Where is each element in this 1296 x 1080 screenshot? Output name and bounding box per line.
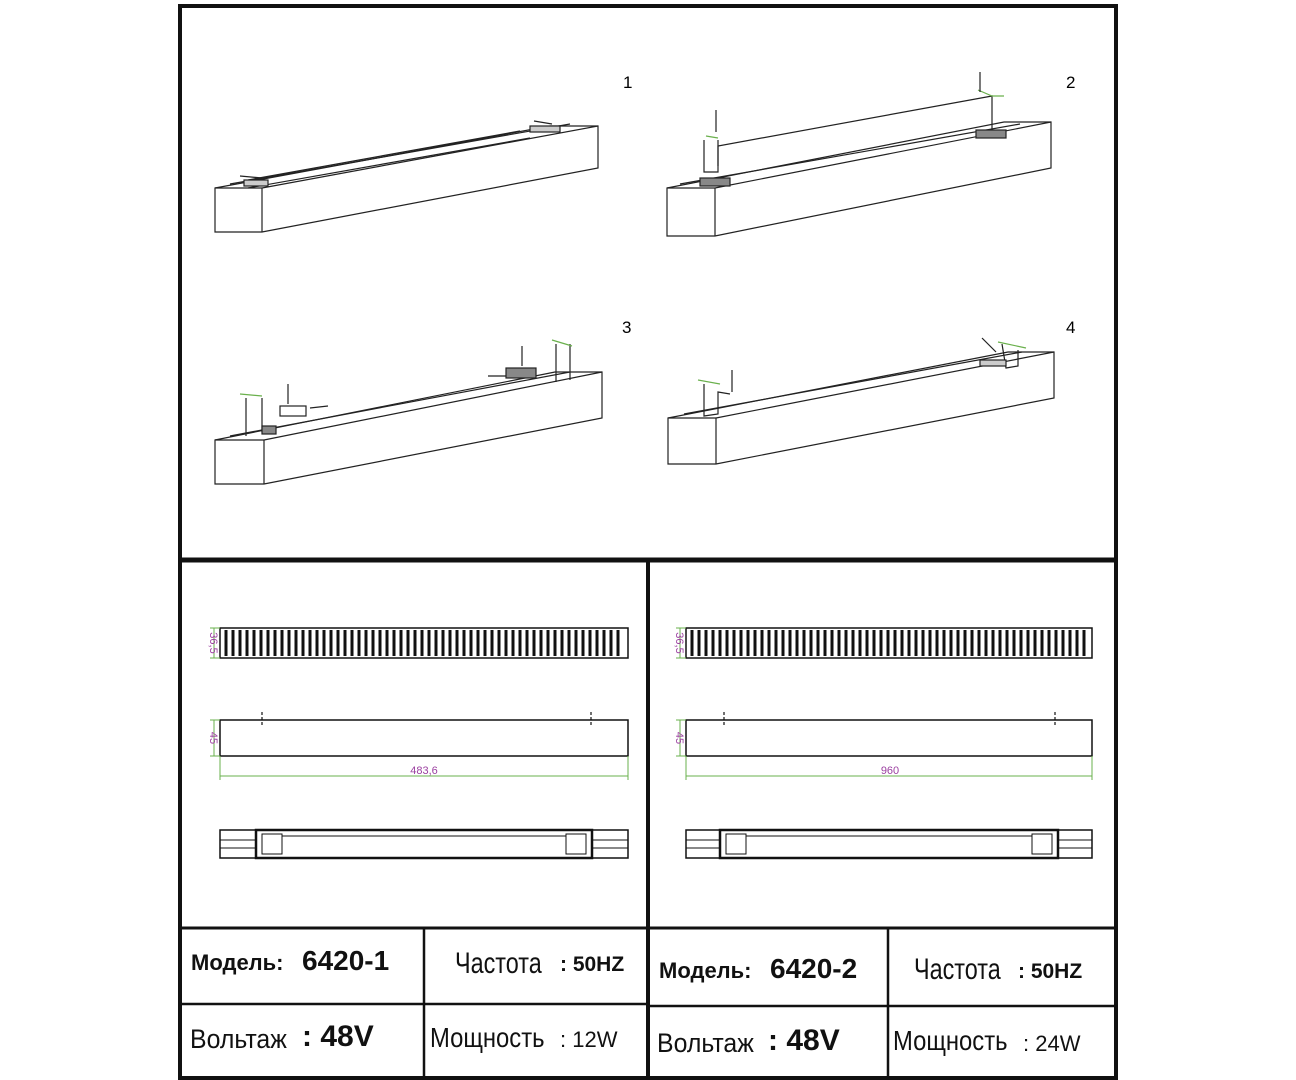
model-2-drawings (673, 628, 1092, 858)
step-number-3: 3 (622, 318, 632, 337)
model-1-voltage-label: Вольтаж (190, 1024, 287, 1054)
step-number-1: 1 (623, 73, 633, 92)
model-2-height-dimension: 36,5 (673, 632, 685, 654)
model-1-frequency-label: Частота (455, 947, 542, 980)
model-1-model-value: 6420-1 (302, 945, 390, 976)
model-2-voltage-value: : 48V (768, 1024, 840, 1057)
model-1-frequency-value: : 50HZ (560, 953, 625, 976)
model-1-power-value: : 12W (560, 1027, 618, 1052)
step-number-2: 2 (1066, 73, 1076, 92)
model-1-power-label: Мощность (430, 1022, 545, 1053)
model-2-frequency-label: Частота (914, 953, 1001, 986)
installation-steps (215, 72, 1054, 484)
model-1-voltage-value: : 48V (302, 1020, 374, 1053)
model-2-length-dimension: 960 (880, 765, 900, 777)
step-4-drawing (668, 338, 1054, 464)
model-1-height-dimension: 36,5 (207, 632, 219, 654)
model-1-side-view (220, 720, 628, 756)
step-3-drawing (215, 340, 602, 484)
model-1-drawings (207, 628, 628, 858)
model-2-power-label: Мощность (893, 1025, 1008, 1056)
model-2-model-label: Модель: (659, 958, 752, 983)
step-1-drawing (215, 121, 598, 232)
step-2-drawing (667, 72, 1051, 236)
model-1-length-dimension: 483,6 (410, 765, 438, 777)
model-1-depth-dimension: 45 (207, 731, 219, 745)
model-2-frequency-value: : 50HZ (1018, 960, 1083, 983)
model-2-depth-dimension: 45 (673, 731, 685, 745)
model-2-bottom-view (686, 830, 1092, 858)
model-2-model-value: 6420-2 (770, 953, 858, 984)
step-number-4: 4 (1066, 318, 1076, 337)
model-2-side-view (686, 720, 1092, 756)
model-2-power-value: : 24W (1023, 1031, 1081, 1056)
model-2-voltage-label: Вольтаж (657, 1028, 754, 1058)
model-1-model-label: Модель: (191, 950, 284, 975)
